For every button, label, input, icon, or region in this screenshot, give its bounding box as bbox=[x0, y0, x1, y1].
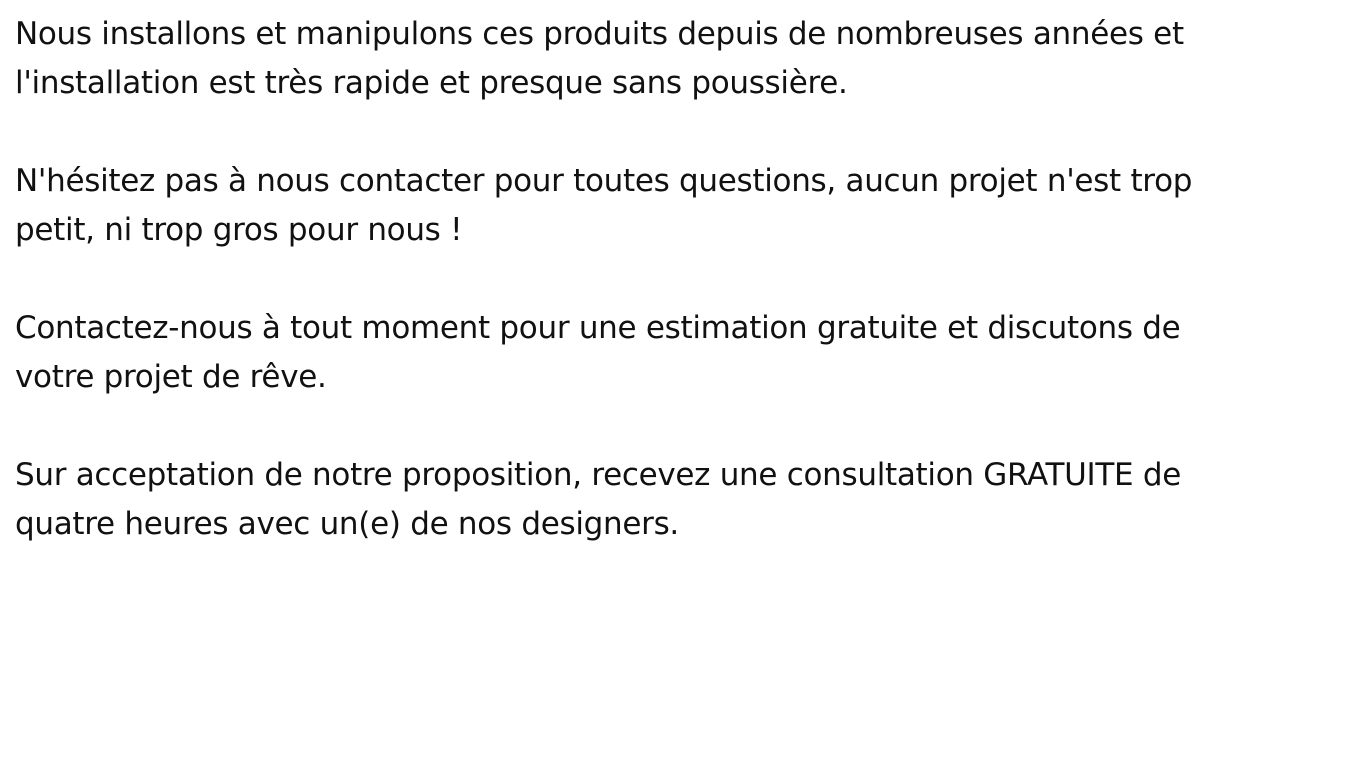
paragraph-line: l'installation est très rapide et presque sans poussière. bbox=[15, 65, 848, 101]
paragraph-line: quatre heures avec un(e) de nos designers. bbox=[15, 506, 679, 542]
paragraph-line: Sur acceptation de notre proposition, recevez une consultation GRATUITE de bbox=[15, 457, 1181, 493]
paragraph-experience bbox=[15, 10, 1335, 108]
paragraph-line: Contactez-nous à tout moment pour une estimation gratuite et discutons de bbox=[15, 310, 1181, 346]
paragraph-line: petit, ni trop gros pour nous ! bbox=[15, 212, 463, 248]
paragraph-free-consultation bbox=[15, 451, 1335, 549]
text-content bbox=[15, 10, 1335, 598]
paragraph-contact-invitation bbox=[15, 157, 1335, 255]
paragraph-line: votre projet de rêve. bbox=[15, 359, 327, 395]
paragraph-line: N'hésitez pas à nous contacter pour toutes questions, aucun projet n'est trop bbox=[15, 163, 1193, 199]
paragraph-line: Nous installons et manipulons ces produits depuis de nombreuses années et bbox=[15, 16, 1184, 52]
paragraph-free-estimate bbox=[15, 304, 1335, 402]
